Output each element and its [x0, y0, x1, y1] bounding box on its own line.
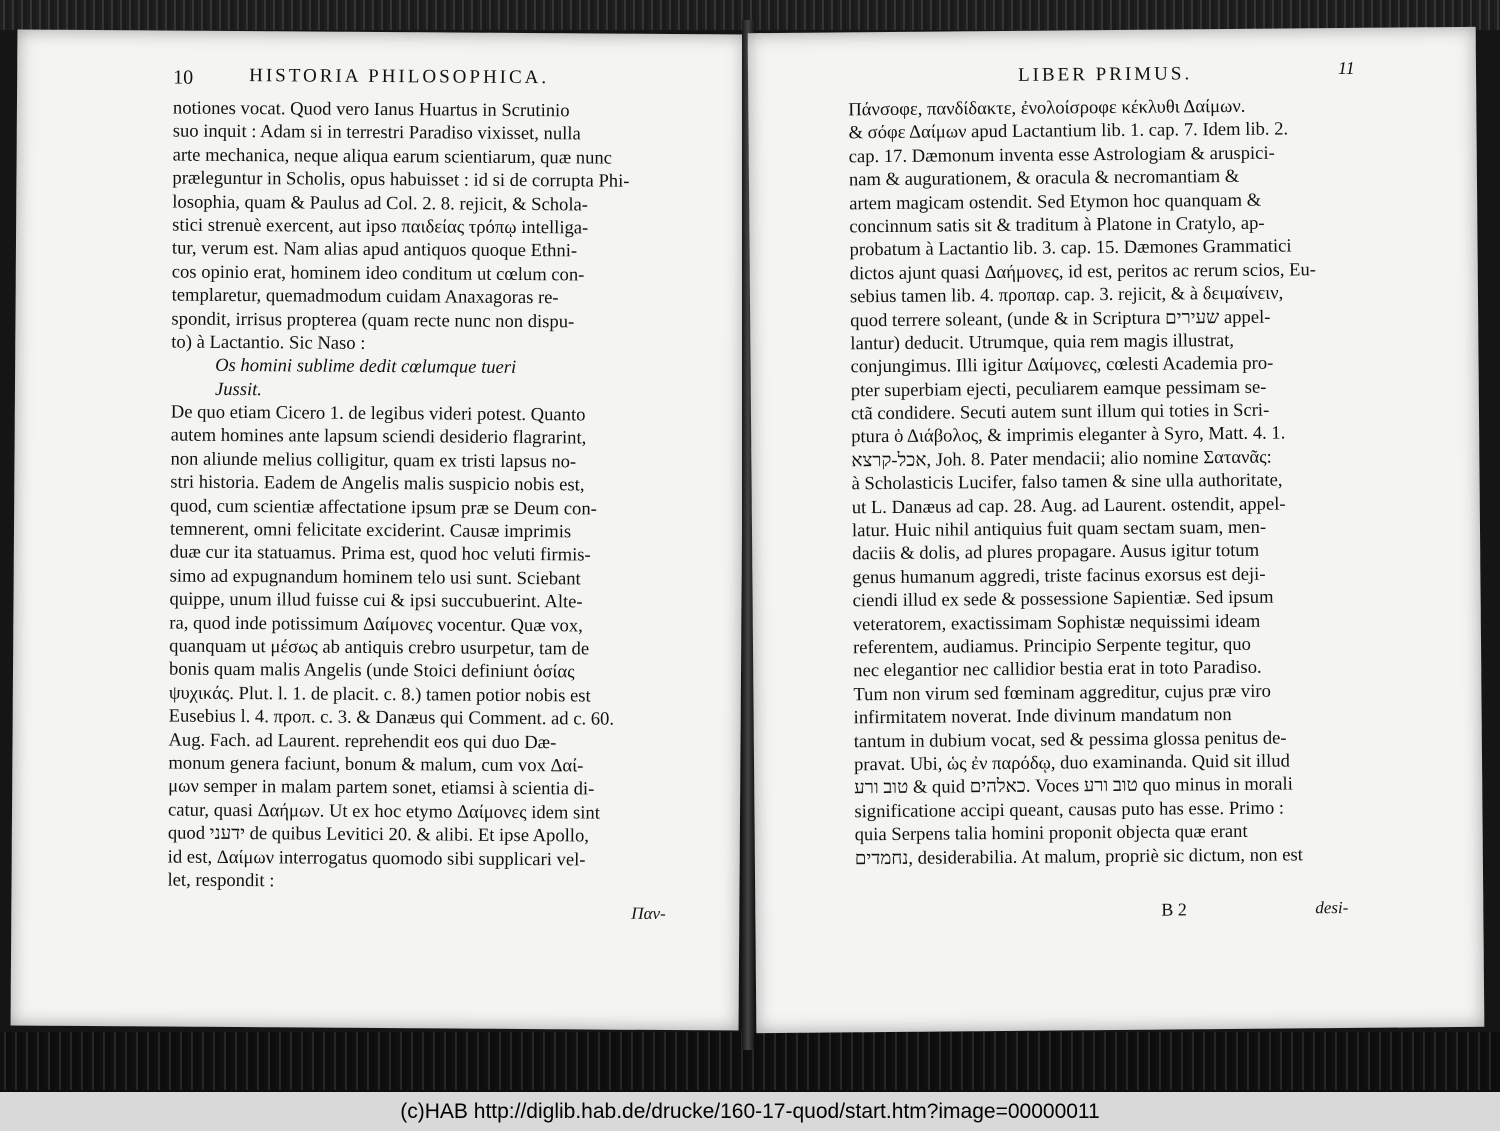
text-line: lantur) deducit. Utrumque, quia rem magis illustrat, — [850, 329, 1235, 355]
text-line: cap. 17. Dæmonum inventa esse Astrologiam & aruspici- — [848, 142, 1275, 168]
text-line: simo ad expugnandum hominem telo usi sunt. Sciebant — [169, 565, 581, 590]
text-line: referentem, audiamus. Principio Serpente tegitur, quo — [852, 633, 1251, 659]
text-line: tur, verum est. Nam alias apud antiquos quoque Ethni- — [171, 237, 578, 262]
text-line: ra, quod inde potissimum Δαίμονες vocentur. Quæ vox, — [169, 612, 583, 637]
verse-line: Os homini sublime dedit cœlumque tueri — [215, 355, 517, 379]
text-line: quod ידעני de quibus Levitici 20. & alibi. Et ipse Apollo, — [167, 822, 590, 847]
right-body-text — [848, 94, 1375, 870]
text-line: נחמדים, desiderabilia. At malum, propriè sic dictum, non est — [854, 843, 1303, 869]
text-line: id est, Δαίμων interrogatus quomodo sibi supplicari vel- — [167, 846, 586, 870]
text-line: dictos ajunt quasi Δαήμονες, id est, peritos ac rerum scios, Eu- — [849, 258, 1317, 285]
text-line: non aliunde melius colligitur, quam ex tristi lapsus no- — [170, 448, 577, 473]
text-line: bonis quam malis Angelis (unde Stoici definiunt ὁσίας — [168, 658, 575, 683]
text-line: quod, cum scientiæ affectatione ipsum præ se Deum con- — [170, 495, 597, 520]
text-line: quod terrere soleant, (unde & in Scriptura שעירים appel- — [850, 306, 1271, 331]
text-line: let, respondit : — [167, 869, 275, 892]
text-line: sebius tamen lib. 4. προπαρ. cap. 3. rejicit, & à δειμαίνειν, — [849, 282, 1284, 308]
text-line: & σόφε Δαίμων apud Lactantium lib. 1. cap. 7. Idem lib. 2. — [848, 118, 1289, 144]
text-line: veteratorem, exactissimam Sophistæ nequissimi ideam — [852, 610, 1261, 635]
text-line: losophia, quam & Paulus ad Col. 2. 8. rejicit, & Schola- — [172, 191, 589, 216]
text-line: cos opinio erat, hominem ideo conditum ut cœlum con- — [171, 261, 585, 286]
right-catchword: desi- — [1315, 897, 1349, 918]
text-line: ut L. Danæus ad cap. 28. Aug. ad Laurent. ostendit, appel- — [851, 493, 1286, 518]
text-line: temnerent, omni felicitate exciderint. Causæ imprimis — [169, 518, 572, 543]
text-line: pter superbiam ejecti, peculiarem eamque pessimam se- — [850, 376, 1267, 401]
left-catchword: Παν- — [631, 903, 666, 924]
text-line: latur. Huic nihil antiquius fuit quam sectam suam, men- — [851, 516, 1267, 542]
text-line: quippe, unum illud fuisse cui & ipsi succubuerint. Alte- — [169, 588, 583, 613]
left-running-head: HISTORIA PHILOSOPHICA. — [249, 65, 550, 89]
text-line: probatum à Lactantio lib. 3. cap. 15. Dæmones Grammatici — [849, 235, 1292, 261]
text-line: Aug. Fach. ad Laurent. reprehendit eos qui duo Dæ- — [168, 729, 557, 753]
text-line: ptura ὁ Διάβολος, & imprimis eleganter à Syro, Matt. 4. 1. — [851, 422, 1286, 448]
text-line: ciendi illud ex sede & possessione Sapientiæ. Sed ipsum — [852, 586, 1274, 612]
text-line: nam & augurationem, & oracula & necromantiam & — [848, 166, 1240, 191]
copyright-footer: (c)HAB http://diglib.hab.de/drucke/160-17-quod/start.htm?image=00000011 — [0, 1092, 1500, 1131]
text-line: μων semper in malam partem sonet, etiamsi à scientia di- — [168, 775, 595, 800]
left-folio: 10 — [173, 66, 194, 89]
text-line: concinnum satis sit & traditum à Platone in Cratylo, ap- — [849, 212, 1265, 238]
text-line: ctã condidere. Secuti autem sunt illum qui toties in Scri- — [850, 399, 1270, 425]
text-line: אכל-קרצא, Joh. 8. Pater mendacii; alio nomine Σατανᾶς: — [851, 446, 1272, 472]
text-line: duæ cur ita statuamus. Prima est, quod hoc veluti firmis- — [169, 541, 591, 566]
text-line: arte mechanica, neque aliqua earum scientiarum, quæ nunc — [172, 144, 613, 169]
left-page — [11, 29, 746, 1030]
text-line: artem magicam ostendit. Sed Etymon hoc quanquam & — [849, 189, 1262, 214]
text-line: infirmitatem noverat. Inde divinum mandatum non — [853, 704, 1232, 729]
text-line: quanquam ut μέσως ab antiquis crebro usurpetur, tam de — [169, 635, 590, 660]
right-folio: 11 — [1337, 57, 1355, 79]
text-line: De quo etiam Cicero 1. de legibus videri potest. Quanto — [170, 401, 586, 426]
right-signature-mark: B 2 — [1161, 899, 1187, 920]
text-line: to) à Lactantio. Sic Naso : — [171, 331, 366, 354]
text-line: notiones vocat. Quod vero Ianus Huartus in Scrutinio — [172, 97, 570, 122]
text-line: Eusebius l. 4. προπ. c. 3. & Danæus qui Comment. ad c. 60. — [168, 705, 615, 730]
text-line: pravat. Ubi, ὡς ἐν παρόδῳ, duo examinanda. Quid sit illud — [853, 750, 1290, 776]
text-line: templaretur, quemadmodum cuidam Anaxagoras re- — [171, 284, 559, 309]
text-line: stici strenuè exercent, aut ipso παιδείας τρόπῳ intelliga- — [172, 214, 589, 239]
text-line: monum genera faciunt, bonum & malum, cum vox Δαί- — [168, 752, 584, 777]
text-line: ψυχικάς. Plut. l. 1. de placit. c. 8.) tamen potior nobis est — [168, 682, 591, 707]
text-line: Πάνσοφε, πανδίδακτε, ἐνολοίσροφε κέκλυθι Δαίμων. — [848, 95, 1246, 121]
right-running-head: LIBER PRIMUS. — [1017, 63, 1193, 86]
verse-line: Jussit. — [214, 378, 263, 400]
left-body-text — [167, 97, 693, 896]
text-line: suo inquit : Adam si in terrestri Paradiso vixisset, nulla — [172, 120, 581, 145]
text-line: catur, quasi Δαήμων. Ut ex hoc etymo Δαίμονες idem sint — [167, 799, 600, 824]
text-line: à Scholasticis Lucifer, falso tamen & sine ulla authoritate, — [851, 469, 1283, 495]
text-line: conjungimus. Illi igitur Δαίμονες, cœlesti Academia pro- — [850, 352, 1274, 378]
text-line: tantum in dubium vocat, sed & pessima glossa penitus de- — [853, 727, 1287, 752]
text-line: præleguntur in Scholis, opus habuisset : id si de corrupta Phi- — [172, 167, 630, 192]
text-line: genus humanum aggredi, triste facinus exorsus est deji- — [852, 563, 1266, 589]
text-line: nec elegantior nec callidior bestia erat in toto Paradiso. — [853, 657, 1262, 682]
text-line: spondit, irrisus propterea (quam recte nunc non dispu- — [171, 308, 575, 332]
text-line: stri historia. Eadem de Angelis malis suspicio nobis est, — [170, 471, 585, 496]
text-line: autem homines ante lapsum sciendi desiderio flagrarint, — [170, 425, 587, 449]
right-page — [748, 27, 1485, 1033]
text-line: daciis & dolis, ad plures propagare. Ausus igitur totum — [852, 540, 1260, 565]
text-line: Tum non virum sed fœminam aggreditur, cujus præ viro — [853, 680, 1271, 706]
text-line: significatione accipi queant, causas puto has esse. Primo : — [854, 797, 1285, 823]
text-line: quia Serpens talia homini proponit objecta quæ erant — [854, 820, 1248, 846]
text-line: טוב ורע & quid כאלהים. Voces טוב ורע quo minus in morali — [854, 773, 1293, 799]
